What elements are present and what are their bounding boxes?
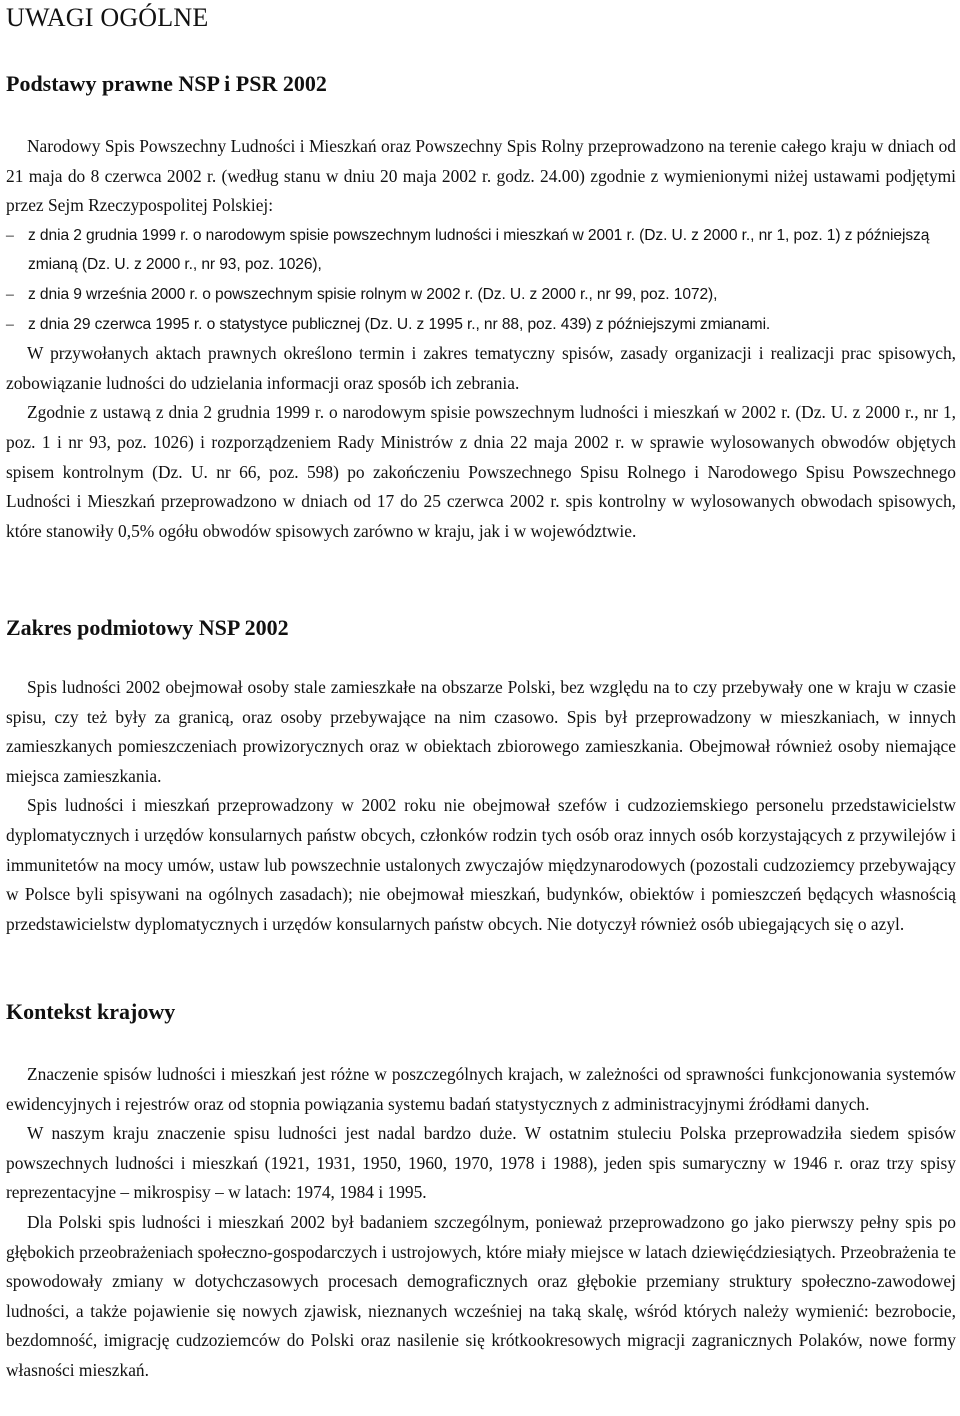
law-list: [6, 221, 956, 339]
list-item: [6, 310, 956, 340]
section-heading-legal-basis: Podstawy prawne NSP i PSR 2002: [6, 71, 327, 96]
paragraph: Zgodnie z ustawą z dnia 2 grudnia 1999 r. o narodowym spisie powszechnym ludności i mieszkań w 2002 r. (Dz. U. z 2000 r., nr 1, poz. 1 i nr 93, poz. 1026) i rozporządzeniem Rady Ministrów z dnia 22 maja 2002 r. w sprawie wylosowanych obwodów objętych spisem kontrolnym (Dz. U. nr 66, poz. 598) po zakończeniu Powszechnego Spisu Rolnego i Narodowego Spisu Powszechnego Ludności i Mieszkań przeprowadzono w dniach od 17 do 25 czerwca 2002 r. spis kontrolny w wylosowanych obwodach spisowych, które stanowiły 0,5% ogółu obwodów spisowych zarówno w kraju, jak i w województwie.: [6, 402, 956, 541]
section-legal-basis-body: [6, 132, 956, 546]
paragraph: Znaczenie spisów ludności i mieszkań jest różne w poszczególnych krajach, w zależności od sprawności funkcjonowania systemów ewidencyjnych i rejestrów oraz od stopnia powiązania systemu badań statystycznych z administracyjnymi źródłami danych.: [6, 1064, 956, 1114]
list-item-text: z dnia 2 grudnia 1999 r. o narodowym spisie powszechnym ludności i mieszkań w 2001 r. (Dz. U. z 2000 r., nr 1, poz. 1) z późniejszą zmianą (Dz. U. z 2000 r., nr 93, poz. 1026),: [28, 226, 930, 274]
dash-bullet: –: [6, 315, 14, 333]
dash-bullet: –: [6, 285, 14, 303]
list-item: [6, 221, 956, 280]
paragraph: W przywołanych aktach prawnych określono termin i zakres tematyczny spisów, zasady organizacji i realizacji prac spisowych, zobowiązanie ludności do udzielania informacji oraz sposób ich zebrania.: [6, 343, 956, 393]
section-scope-body: [6, 673, 956, 939]
paragraph: Dla Polski spis ludności i mieszkań 2002 był badaniem szczególnym, ponieważ przeprowadzono go jako pierwszy pełny spis po głębokich przeobrażeniach społeczno-gospodarczych i ustrojowych, które miały miejsce w latach dziewięćdziesiątych. Przeobrażenia te spowodowały zmiany w dotychczasowych procesach demograficznych oraz głębokie przemiany struktury społeczno-zawodowej ludności, a także pojawienie się nowych zjawisk, nieznanych wcześniej na taką skalę, wśród których należy wymienić: bezrobocie, bezdomność, imigrację cudzoziemców do Polski oraz nasilenie się krótkookresowych migracji zagranicznych Polaków, nowe formy własności mieszkań.: [6, 1211, 956, 1380]
list-item-text: z dnia 29 czerwca 1995 r. o statystyce publicznej (Dz. U. z 1995 r., nr 88, poz. 439) z późniejszymi zmianami.: [28, 315, 771, 333]
page-title: UWAGI OGÓLNE: [6, 3, 209, 32]
paragraph: Narodowy Spis Powszechny Ludności i Mieszkań oraz Powszechny Spis Rolny przeprowadzono na terenie całego kraju w dniach od 21 maja do 8 czerwca 2002 r. (według stanu w dniu 20 maja 2002 r. godz. 24.00) zgodnie z wymienionymi niżej ustawami podjętymi przez Sejm Rzeczypospolitej Polskiej:: [6, 136, 956, 216]
list-item-text: z dnia 9 września 2000 r. o powszechnym spisie rolnym w 2002 r. (Dz. U. z 2000 r., nr 99, poz. 1072),: [28, 285, 718, 303]
paragraph: W naszym kraju znaczenie spisu ludności jest nadal bardzo duże. W ostatnim stuleciu Polska przeprowadziła siedem spisów powszechnych ludności i mieszkań (1921, 1931, 1950, 1960, 1970, 1978 i 1988), jeden spis sumaryczny w 1946 r. oraz trzy spisy reprezentacyjne – mikrospisy – w latach: 1974, 1984 i 1995.: [6, 1123, 956, 1203]
section-heading-national-context: Kontekst krajowy: [6, 999, 176, 1024]
list-item: [6, 280, 956, 310]
dash-bullet: –: [6, 226, 14, 244]
section-national-context-body: [6, 1060, 956, 1386]
paragraph: Spis ludności i mieszkań przeprowadzony w 2002 roku nie obejmował szefów i cudzoziemskiego personelu przedstawicielstw dyplomatycznych i urzędów konsularnych państw obcych, członków rodzin tych osób oraz innych osób korzystających z przywilejów i immunitetów na mocy umów, ustaw lub powszechnie ustalonych zwyczajów międzynarodowych (pozostali cudzoziemcy przebywający w Polsce byli spisywani na ogólnych zasadach); nie obejmował mieszkań, budynków, obiektów i pomieszczeń będących własnością przedstawicielstw dyplomatycznych i urzędów konsularnych państw obcych. Nie dotyczył również osób ubiegających się o azyl.: [6, 795, 956, 934]
paragraph: Spis ludności 2002 obejmował osoby stale zamieszkałe na obszarze Polski, bez względu na to czy przebywały one w kraju w czasie spisu, czy też były za granicą, oraz osoby przebywające na nim czasowo. Spis był przeprowadzony w mieszkaniach, w innych zamieszkanych pomieszczeniach prowizorycznych oraz w obiektach zbiorowego zamieszkania. Obejmował również osoby niemające miejsca zamieszkania.: [6, 677, 956, 786]
section-heading-scope: Zakres podmiotowy NSP 2002: [6, 615, 289, 640]
